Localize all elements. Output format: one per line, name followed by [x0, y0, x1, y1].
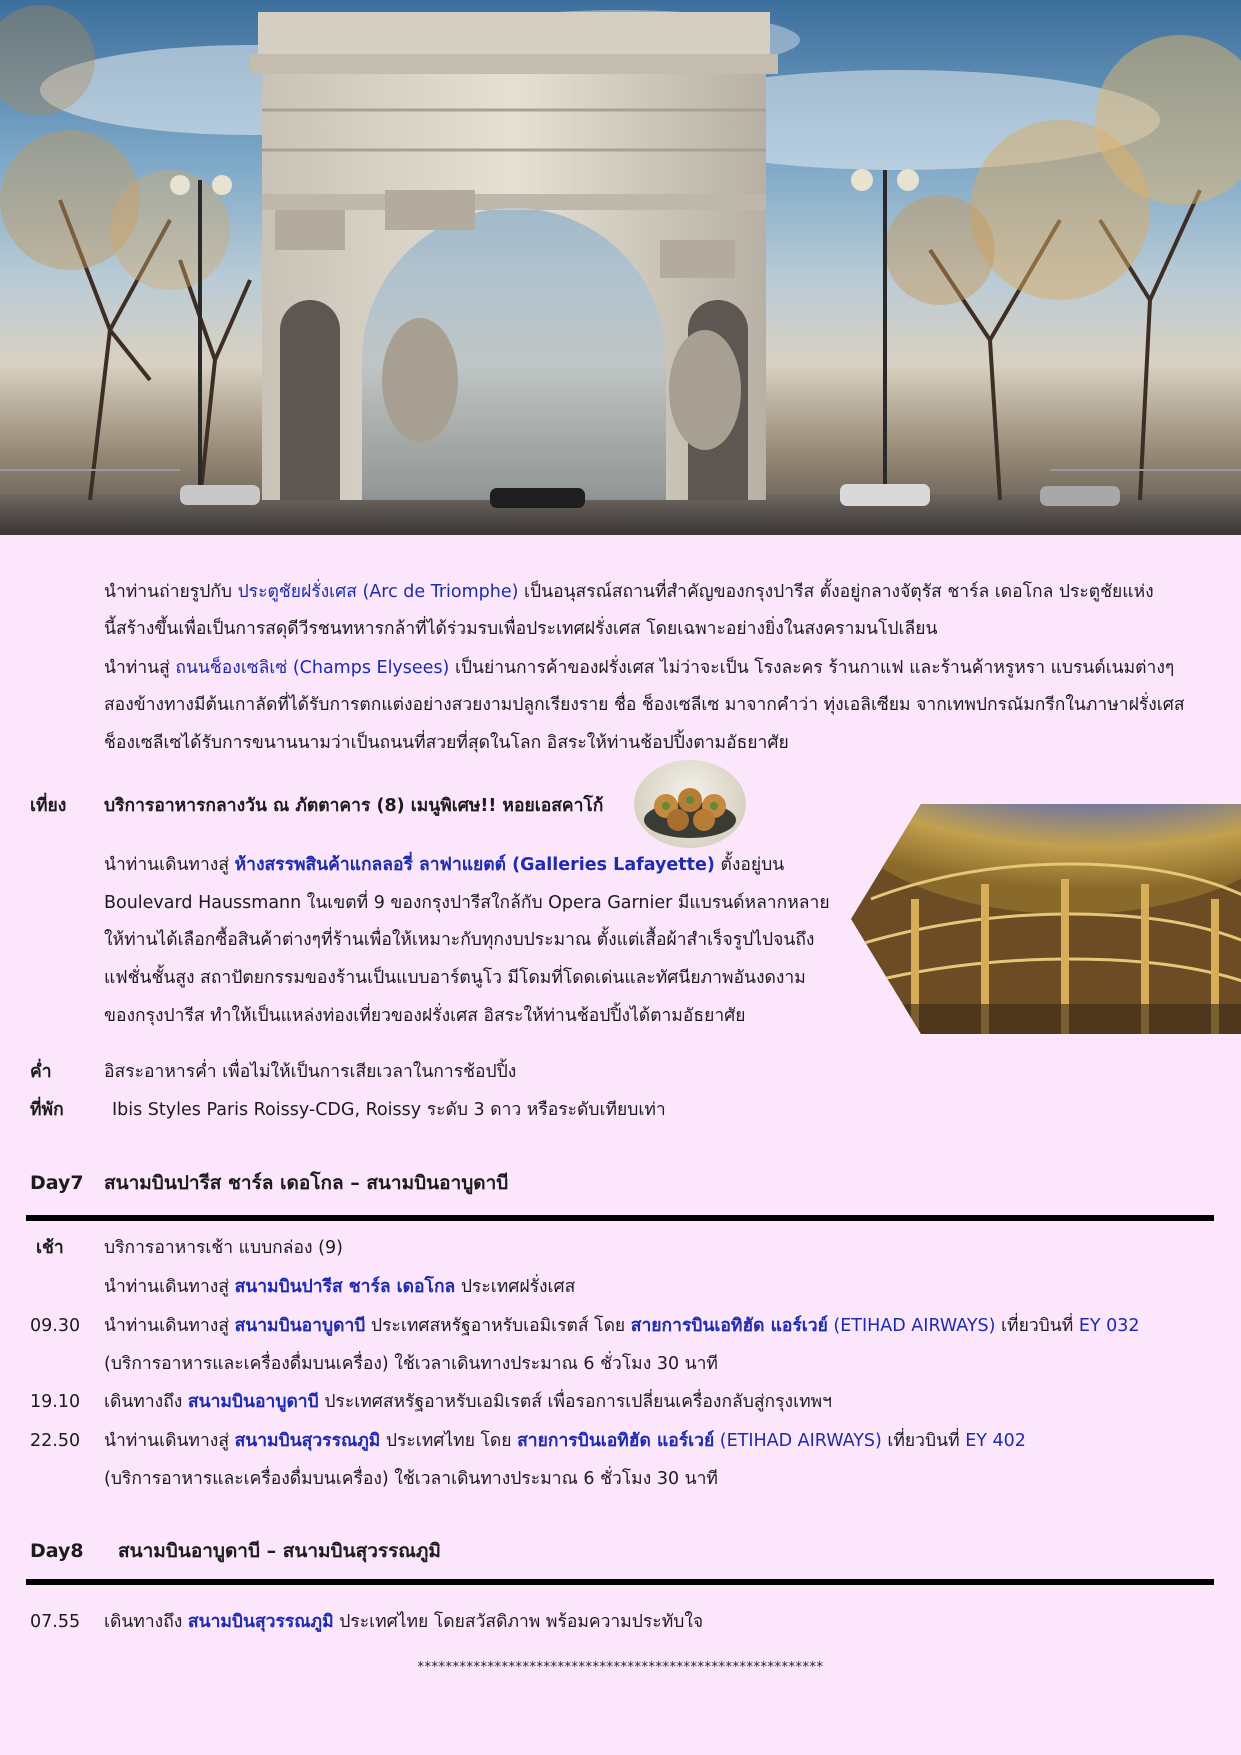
lafayette-line-2: Boulevard Haussmann ในเขตที่ 9 ของกรุงปารีสใกล้กับ Opera Garnier มีแบรนด์หลากหลาย: [104, 893, 830, 913]
arc-de-triomphe-photo: [0, 0, 1241, 535]
arrive-suvarnabhumi-line: เดินทางถึง สนามบินสุวรรณภูมิ ประเทศไทย โดยสวัสดิภาพ พร้อมความประทับใจ: [104, 1612, 704, 1632]
arrive-abu-dhabi-line: เดินทางถึง สนามบินอาบูดาบี ประเทศสหรัฐอาหรับเอมิเรตส์ เพื่อรอการเปลี่ยนเครื่องกลับสู่กรุงเทพฯ: [104, 1392, 832, 1412]
abu-dhabi-airport-link-2: สนามบินอาบูดาบี: [187, 1392, 319, 1412]
flight-ey032-detail: (บริการอาหารและเครื่องดื่มบนเครื่อง) ใช้เวลาเดินทางประมาณ 6 ชั่วโมง 30 นาที: [104, 1354, 718, 1374]
etihad-airline-link: สายการบินเอทิฮัด แอร์เวย์: [630, 1316, 828, 1336]
flight-ey402-line: นำท่านเดินทางสู่ สนามบินสุวรรณภูมิ ประเทศไทย โดย สายการบินเอทิฮัด แอร์เวย์ (ETIHAD AIRWAYS) เที่ยวบินที่ EY 402: [104, 1431, 1026, 1451]
intro-line-5: ช็องเซลีเซได้รับการขนานนามว่าเป็นถนนที่สวยที่สุดในโลก อิสระให้ท่านช้อปปิ้งตามอัธยาศัย: [104, 733, 789, 753]
arc-de-triomphe-link: ประตูชัยฝรั่งเศส (Arc de Triomphe): [237, 582, 519, 602]
intro-line-4: สองข้างทางมีต้นเกาลัดที่ได้รับการตกแต่งอย่างสวยงามปลูกเรียงราย ชื่อ ช็องเซลีเซ มาจากคำว่า ทุ่งเอลิเซียม จากเทพปกรณัมกรีกในภาษาฝรั่งเศส: [104, 695, 1185, 715]
champs-elysees-link: ถนนช็องเซลิเซ่ (Champs Elysees): [175, 658, 450, 678]
lafayette-line-1: นำท่านเดินทางสู่ ห้างสรรพสินค้าแกลลอรี่ ลาฟาแยตต์ (Galleries Lafayette) ตั้งอยู่บน: [104, 855, 785, 875]
flight-number-ey032: EY 032: [1078, 1316, 1140, 1336]
time-0755: 07.55: [30, 1612, 81, 1632]
intro-line-1: นำท่านถ่ายรูปกับ ประตูชัยฝรั่งเศส (Arc de Triomphe) เป็นอนุสรณ์สถานที่สำคัญของกรุงปารีส ตั้งอยู่กลางจัตุรัส ชาร์ล เดอโกล ประตูชัยแห่ง: [104, 582, 1154, 602]
intro-line-3: นำท่านสู่ ถนนช็องเซลิเซ่ (Champs Elysees) เป็นย่านการค้าของฝรั่งเศส ไม่ว่าจะเป็น โรงละคร ร้านกาแฟ และร้านค้าหรูหรา แบรนด์เนมต่างๆ: [104, 658, 1175, 678]
to-cdg-line: นำท่านเดินทางสู่ สนามบินปารีส ชาร์ล เดอโกล ประเทศฝรั่งเศส: [104, 1277, 576, 1297]
day8-title: สนามบินอาบูดาบี – สนามบินสุวรรณภูมิ: [118, 1540, 441, 1562]
breakfast-text: บริการอาหารเช้า แบบกล่อง (9): [104, 1238, 343, 1258]
time-1910: 19.10: [30, 1392, 81, 1412]
breakfast-label: เช้า: [36, 1238, 64, 1258]
dinner-text: อิสระอาหารค่ำ เพื่อไม่ให้เป็นการเสียเวลาในการช้อปปิ้ง: [104, 1062, 517, 1082]
escargot-photo: [634, 760, 746, 848]
galeries-lafayette-illustration: [851, 804, 1241, 1034]
flight-ey032-line: นำท่านเดินทางสู่ สนามบินอาบูดาบี ประเทศสหรัฐอาหรับเอมิเรตส์ โดย สายการบินเอทิฮัด แอร์เวย์ (ETIHAD AIRWAYS) เที่ยวบินที่ EY 032: [104, 1316, 1140, 1336]
day8-label: Day8: [30, 1540, 84, 1562]
day7-divider: [26, 1215, 1214, 1221]
lafayette-line-4: แฟชั่นชั้นสูง สถาปัตยกรรมของร้านเป็นแบบอาร์ตนูโว มีโดมที่โดดเด่นและทัศนียภาพอันงดงาม: [104, 968, 806, 988]
time-0930: 09.30: [30, 1316, 81, 1336]
time-2250: 22.50: [30, 1431, 81, 1451]
day7-title: สนามบินปารีส ชาร์ล เดอโกล – สนามบินอาบูดาบี: [104, 1172, 509, 1194]
escargot-icon: [634, 760, 746, 848]
dinner-label: ค่ำ: [30, 1062, 52, 1082]
hotel-label: ที่พัก: [30, 1100, 64, 1120]
flight-number-ey402: EY 402: [965, 1431, 1026, 1451]
day7-label: Day7: [30, 1172, 84, 1194]
arc-de-triomphe-illustration: [0, 0, 1241, 535]
lunch-text: บริการอาหารกลางวัน ณ ภัตตาคาร (8) เมนูพิเศษ!! หอยเอสคาโก้: [104, 796, 604, 816]
lunch-label: เที่ยง: [30, 796, 67, 816]
footer-stars: **********************************************************: [417, 1660, 824, 1675]
flight-ey402-detail: (บริการอาหารและเครื่องดื่มบนเครื่อง) ใช้เวลาเดินทางประมาณ 6 ชั่วโมง 30 นาที: [104, 1469, 718, 1489]
galleries-lafayette-link: ห้างสรรพสินค้าแกลลอรี่ ลาฟาแยตต์ (Galleries Lafayette): [234, 855, 715, 875]
cdg-airport-link: สนามบินปารีส ชาร์ล เดอโกล: [234, 1277, 456, 1297]
hotel-text: Ibis Styles Paris Roissy-CDG, Roissy ระดับ 3 ดาว หรือระดับเทียบเท่า: [112, 1100, 666, 1120]
galeries-lafayette-photo: [851, 804, 1241, 1034]
suvarnabhumi-airport-link-2: สนามบินสุวรรณภูมิ: [187, 1612, 334, 1632]
intro-line-2: นี้สร้างขึ้นเพื่อเป็นการสดุดีวีรชนทหารกล้าที่ได้ร่วมรบเพื่อประเทศฝรั่งเศส โดยเฉพาะอย่างยิ่งในสงครามนโปเลียน: [104, 619, 938, 639]
arch-structure: [250, 12, 778, 500]
suvarnabhumi-airport-link: สนามบินสุวรรณภูมิ: [234, 1431, 381, 1451]
abu-dhabi-airport-link: สนามบินอาบูดาบี: [234, 1316, 366, 1336]
day8-divider: [26, 1579, 1214, 1585]
lafayette-line-5: ของกรุงปารีส ทำให้เป็นแหล่งท่องเที่ยวของฝรั่งเศส อิสระให้ท่านช้อปปิ้งได้ตามอัธยาศัย: [104, 1006, 746, 1026]
etihad-airline-link-2: สายการบินเอทิฮัด แอร์เวย์: [517, 1431, 715, 1451]
lafayette-line-3: ให้ท่านได้เลือกซื้อสินค้าต่างๆที่ร้านเพื่อให้เหมาะกับทุกงบประมาณ ตั้งแต่เสื้อผ้าสำเร็จรูปไปจนถึง: [104, 930, 815, 950]
